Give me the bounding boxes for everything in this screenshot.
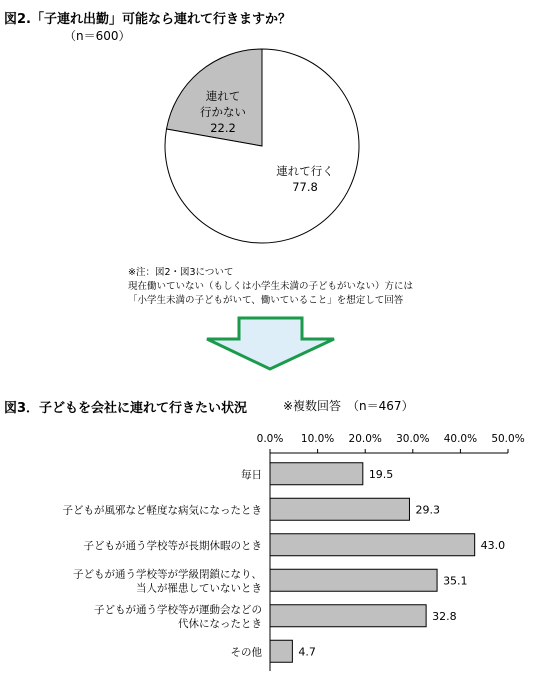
figure2-sample-size: （n＝600） (64, 29, 131, 43)
x-tick-label: 40.0% (443, 433, 478, 445)
bar (270, 569, 437, 591)
note-line: ※注：図2・図3について (128, 267, 234, 278)
pie-slice-label: 連れて行く (276, 164, 334, 178)
category-label: 子どもが風邪など軽度な病気になったとき (62, 504, 262, 517)
bar (270, 534, 475, 556)
x-tick-label: 0.0% (256, 433, 284, 445)
bar-value-label: 29.3 (415, 503, 440, 517)
x-tick-label: 50.0% (491, 433, 525, 445)
note-line: 「小学生未満の子どもがいて、働いていること」を想定して回答 (128, 295, 404, 306)
bar-value-label: 19.5 (368, 467, 394, 481)
figure3-title: 図3．子どもを会社に連れて行きたい状況 (4, 401, 248, 416)
category-label: 子どもが通う学校等が運動会などの (94, 603, 262, 616)
bar-value-label: 35.1 (443, 574, 468, 588)
pie-slice-label: 連れて (205, 89, 241, 103)
x-tick-label: 20.0% (348, 433, 382, 445)
category-label: 子どもが通う学校等が学級閉鎖になり、 (73, 568, 262, 581)
category-label: 毎日 (241, 468, 262, 481)
bar (270, 605, 426, 627)
category-label: その他 (230, 646, 262, 659)
bar (270, 640, 292, 662)
category-label: 代休になったとき (178, 617, 262, 630)
pie-slice-label: 行かない (200, 105, 246, 119)
category-label: 子どもが通う学校等が長期休暇のとき (83, 539, 262, 552)
bar (270, 498, 409, 520)
pie-value-label: 77.8 (292, 180, 318, 194)
note-line: 現在働いていない（もしくは小学生未満の子どもがいない）方には (128, 281, 414, 292)
bar-value-label: 4.7 (298, 645, 316, 659)
figure2-title: 図2.「子連れ出勤」可能なら連れて行きますか？ (4, 12, 291, 27)
figure3-note: ※複数回答 （n＝467） (283, 399, 414, 413)
x-tick-label: 30.0% (396, 433, 430, 445)
bar-value-label: 43.0 (480, 538, 506, 552)
category-label: 当人が罹患していないとき (136, 582, 262, 595)
pie-value-label: 22.2 (210, 121, 236, 135)
x-tick-label: 10.0% (300, 433, 335, 445)
bar-value-label: 32.8 (432, 609, 457, 623)
bar (270, 463, 363, 485)
